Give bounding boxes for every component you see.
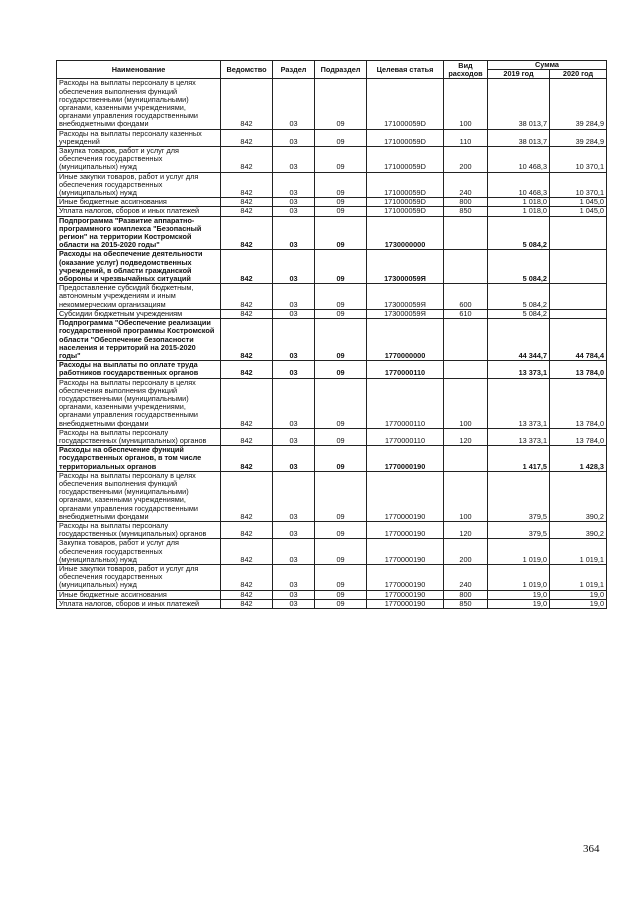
row-sum-2020: 390,2 bbox=[550, 471, 607, 521]
row-section: 03 bbox=[273, 446, 315, 472]
row-name: Предоставление субсидий бюджетным, автономным учреждениям и иным некоммерческим организациям bbox=[57, 284, 221, 310]
row-expense-type: 200 bbox=[444, 147, 488, 173]
row-name: Расходы на выплаты персоналу государственных (муниципальных) органов bbox=[57, 521, 221, 538]
row-expense-type: 600 bbox=[444, 284, 488, 310]
row-section: 03 bbox=[273, 428, 315, 445]
row-sum-2020 bbox=[550, 216, 607, 250]
row-subsection: 09 bbox=[315, 378, 367, 428]
row-sum-2020: 1 019,1 bbox=[550, 539, 607, 565]
row-department: 842 bbox=[221, 172, 273, 198]
row-sum-2019: 38 013,7 bbox=[488, 129, 550, 146]
table-row bbox=[57, 428, 607, 445]
row-name: Расходы на выплаты персоналу в целях обеспечения выполнения функций государственными (муниципальными) органами, казенными учреждениями, органами управления государственными внебюджетными фондами bbox=[57, 471, 221, 521]
row-expense-type: 850 bbox=[444, 207, 488, 216]
row-sum-2020 bbox=[550, 309, 607, 318]
row-name: Подпрограмма "Обеспечение реализации государственной программы Костромской области "Обеспечение безопасности населения и территорий на 2015-2020 годы" bbox=[57, 319, 221, 361]
row-name: Расходы на выплаты персоналу государственных (муниципальных) органов bbox=[57, 428, 221, 445]
table-row bbox=[57, 284, 607, 310]
row-sum-2019: 19,0 bbox=[488, 599, 550, 608]
row-target-article: 171000059D bbox=[367, 79, 444, 129]
row-expense-type: 100 bbox=[444, 471, 488, 521]
row-name: Расходы на обеспечение функций государственных органов, в том числе территориальных органов bbox=[57, 446, 221, 472]
header-sum: Сумма bbox=[488, 61, 607, 70]
row-subsection: 09 bbox=[315, 147, 367, 173]
header-section: Раздел bbox=[273, 61, 315, 79]
row-name: Иные закупки товаров, работ и услуг для обеспечения государственных (муниципальных) нужд bbox=[57, 564, 221, 590]
row-name: Расходы на выплаты персоналу в целях обеспечения выполнения функций государственными (муниципальными) органами, казенными учреждениями, органами управления государственными внебюджетными фондами bbox=[57, 79, 221, 129]
row-sum-2019: 1 018,0 bbox=[488, 198, 550, 207]
row-department: 842 bbox=[221, 564, 273, 590]
row-sum-2019: 5 084,2 bbox=[488, 250, 550, 284]
header-expense-type: Вид расходов bbox=[444, 61, 488, 79]
row-name: Расходы на выплаты персоналу казенных учреждений bbox=[57, 129, 221, 146]
row-department: 842 bbox=[221, 539, 273, 565]
row-target-article: 171000059D bbox=[367, 207, 444, 216]
table-row bbox=[57, 590, 607, 599]
row-sum-2020: 10 370,1 bbox=[550, 172, 607, 198]
row-section: 03 bbox=[273, 319, 315, 361]
row-sum-2020: 19,0 bbox=[550, 599, 607, 608]
row-department: 842 bbox=[221, 378, 273, 428]
page-number: 364 bbox=[583, 843, 600, 855]
row-section: 03 bbox=[273, 207, 315, 216]
row-target-article: 1770000190 bbox=[367, 446, 444, 472]
row-expense-type: 120 bbox=[444, 428, 488, 445]
row-subsection: 09 bbox=[315, 319, 367, 361]
row-subsection: 09 bbox=[315, 521, 367, 538]
row-section: 03 bbox=[273, 147, 315, 173]
row-target-article: 1730000000 bbox=[367, 216, 444, 250]
row-sum-2020: 13 784,0 bbox=[550, 428, 607, 445]
row-sum-2019: 13 373,1 bbox=[488, 378, 550, 428]
row-sum-2020: 39 284,9 bbox=[550, 79, 607, 129]
row-target-article: 1770000190 bbox=[367, 590, 444, 599]
row-expense-type: 850 bbox=[444, 599, 488, 608]
table-row bbox=[57, 79, 607, 129]
row-expense-type: 240 bbox=[444, 172, 488, 198]
row-department: 842 bbox=[221, 590, 273, 599]
row-sum-2019: 5 084,2 bbox=[488, 284, 550, 310]
row-name: Подпрограмма "Развитие аппаратно-программного комплекса "Безопасный регион" на территории Костромской области на 2015-2020 годы" bbox=[57, 216, 221, 250]
row-target-article: 1770000190 bbox=[367, 471, 444, 521]
table-row bbox=[57, 599, 607, 608]
row-section: 03 bbox=[273, 378, 315, 428]
header-year-2020: 2020 год bbox=[550, 70, 607, 79]
row-target-article: 171000059D bbox=[367, 172, 444, 198]
row-expense-type: 100 bbox=[444, 378, 488, 428]
row-subsection: 09 bbox=[315, 539, 367, 565]
row-sum-2020: 13 784,0 bbox=[550, 361, 607, 378]
row-subsection: 09 bbox=[315, 207, 367, 216]
row-target-article: 1770000190 bbox=[367, 521, 444, 538]
row-sum-2020 bbox=[550, 250, 607, 284]
row-sum-2019: 379,5 bbox=[488, 521, 550, 538]
row-section: 03 bbox=[273, 216, 315, 250]
row-sum-2020: 39 284,9 bbox=[550, 129, 607, 146]
row-sum-2019: 10 468,3 bbox=[488, 172, 550, 198]
row-name: Закупка товаров, работ и услуг для обеспечения государственных (муниципальных) нужд bbox=[57, 147, 221, 173]
row-subsection: 09 bbox=[315, 216, 367, 250]
row-subsection: 09 bbox=[315, 79, 367, 129]
row-department: 842 bbox=[221, 446, 273, 472]
row-target-article: 1770000190 bbox=[367, 539, 444, 565]
table-row bbox=[57, 319, 607, 361]
table-row bbox=[57, 129, 607, 146]
row-sum-2020: 1 428,3 bbox=[550, 446, 607, 472]
row-section: 03 bbox=[273, 521, 315, 538]
budget-table bbox=[56, 60, 607, 609]
row-sum-2019: 13 373,1 bbox=[488, 428, 550, 445]
table-row bbox=[57, 564, 607, 590]
row-sum-2020: 1 045,0 bbox=[550, 207, 607, 216]
row-name: Иные закупки товаров, работ и услуг для обеспечения государственных (муниципальных) нужд bbox=[57, 172, 221, 198]
row-name: Расходы на выплаты персоналу в целях обеспечения выполнения функций государственными (муниципальными) органами, казенными учреждениями, органами управления государственными внебюджетными фондами bbox=[57, 378, 221, 428]
row-section: 03 bbox=[273, 198, 315, 207]
row-subsection: 09 bbox=[315, 599, 367, 608]
header-target-article: Целевая статья bbox=[367, 61, 444, 79]
row-name: Расходы на выплаты по оплате труда работников государственных органов bbox=[57, 361, 221, 378]
row-expense-type: 110 bbox=[444, 129, 488, 146]
row-section: 03 bbox=[273, 599, 315, 608]
row-sum-2019: 19,0 bbox=[488, 590, 550, 599]
row-section: 03 bbox=[273, 539, 315, 565]
table-row bbox=[57, 147, 607, 173]
row-department: 842 bbox=[221, 284, 273, 310]
table-body bbox=[57, 79, 607, 609]
table-header bbox=[57, 61, 607, 79]
row-sum-2020: 13 784,0 bbox=[550, 378, 607, 428]
row-subsection: 09 bbox=[315, 284, 367, 310]
header-subsection: Подраздел bbox=[315, 61, 367, 79]
row-target-article: 173000059Я bbox=[367, 250, 444, 284]
row-sum-2020: 1 019,1 bbox=[550, 564, 607, 590]
row-department: 842 bbox=[221, 207, 273, 216]
row-target-article: 173000059Я bbox=[367, 284, 444, 310]
table-row bbox=[57, 250, 607, 284]
row-target-article: 1770000110 bbox=[367, 428, 444, 445]
row-sum-2020 bbox=[550, 284, 607, 310]
row-subsection: 09 bbox=[315, 428, 367, 445]
row-department: 842 bbox=[221, 471, 273, 521]
row-sum-2020: 10 370,1 bbox=[550, 147, 607, 173]
row-expense-type: 240 bbox=[444, 564, 488, 590]
table-row bbox=[57, 378, 607, 428]
row-target-article: 171000059D bbox=[367, 129, 444, 146]
row-subsection: 09 bbox=[315, 172, 367, 198]
row-department: 842 bbox=[221, 216, 273, 250]
row-subsection: 09 bbox=[315, 198, 367, 207]
row-department: 842 bbox=[221, 147, 273, 173]
row-sum-2019: 44 344,7 bbox=[488, 319, 550, 361]
header-year-2019: 2019 год bbox=[488, 70, 550, 79]
row-sum-2019: 5 084,2 bbox=[488, 309, 550, 318]
row-name: Закупка товаров, работ и услуг для обеспечения государственных (муниципальных) нужд bbox=[57, 539, 221, 565]
row-sum-2019: 10 468,3 bbox=[488, 147, 550, 173]
table-row bbox=[57, 216, 607, 250]
row-department: 842 bbox=[221, 250, 273, 284]
row-section: 03 bbox=[273, 564, 315, 590]
row-target-article: 1770000110 bbox=[367, 361, 444, 378]
row-sum-2019: 1 417,5 bbox=[488, 446, 550, 472]
row-subsection: 09 bbox=[315, 309, 367, 318]
row-name: Иные бюджетные ассигнования bbox=[57, 590, 221, 599]
row-department: 842 bbox=[221, 521, 273, 538]
header-name: Наименование bbox=[57, 61, 221, 79]
row-sum-2020: 390,2 bbox=[550, 521, 607, 538]
row-name: Субсидии бюджетным учреждениям bbox=[57, 309, 221, 318]
row-expense-type bbox=[444, 216, 488, 250]
row-department: 842 bbox=[221, 319, 273, 361]
row-sum-2019: 13 373,1 bbox=[488, 361, 550, 378]
row-department: 842 bbox=[221, 198, 273, 207]
row-sum-2019: 379,5 bbox=[488, 471, 550, 521]
row-sum-2019: 5 084,2 bbox=[488, 216, 550, 250]
row-section: 03 bbox=[273, 284, 315, 310]
row-department: 842 bbox=[221, 361, 273, 378]
row-expense-type: 100 bbox=[444, 79, 488, 129]
row-expense-type: 120 bbox=[444, 521, 488, 538]
row-sum-2019: 1 018,0 bbox=[488, 207, 550, 216]
row-department: 842 bbox=[221, 309, 273, 318]
row-department: 842 bbox=[221, 79, 273, 129]
row-expense-type bbox=[444, 319, 488, 361]
row-department: 842 bbox=[221, 428, 273, 445]
row-section: 03 bbox=[273, 172, 315, 198]
row-subsection: 09 bbox=[315, 564, 367, 590]
row-target-article: 171000059D bbox=[367, 198, 444, 207]
row-name: Расходы на обеспечение деятельности (оказание услуг) подведомственных учреждений, в области гражданской обороны и чрезвычайных ситуаций bbox=[57, 250, 221, 284]
row-section: 03 bbox=[273, 471, 315, 521]
row-section: 03 bbox=[273, 590, 315, 599]
row-sum-2019: 38 013,7 bbox=[488, 79, 550, 129]
table-row bbox=[57, 172, 607, 198]
row-subsection: 09 bbox=[315, 129, 367, 146]
row-target-article: 1770000190 bbox=[367, 599, 444, 608]
row-target-article: 171000059D bbox=[367, 147, 444, 173]
header-department: Ведомство bbox=[221, 61, 273, 79]
table-row bbox=[57, 361, 607, 378]
row-name: Иные бюджетные ассигнования bbox=[57, 198, 221, 207]
table-row bbox=[57, 539, 607, 565]
row-department: 842 bbox=[221, 599, 273, 608]
table-row bbox=[57, 446, 607, 472]
row-subsection: 09 bbox=[315, 250, 367, 284]
table-row bbox=[57, 521, 607, 538]
row-expense-type: 200 bbox=[444, 539, 488, 565]
row-name: Уплата налогов, сборов и иных платежей bbox=[57, 207, 221, 216]
row-section: 03 bbox=[273, 309, 315, 318]
row-department: 842 bbox=[221, 129, 273, 146]
row-section: 03 bbox=[273, 250, 315, 284]
row-target-article: 1770000190 bbox=[367, 564, 444, 590]
row-target-article: 1770000110 bbox=[367, 378, 444, 428]
row-expense-type: 800 bbox=[444, 198, 488, 207]
row-subsection: 09 bbox=[315, 590, 367, 599]
row-sum-2020: 1 045,0 bbox=[550, 198, 607, 207]
row-target-article: 173000059Я bbox=[367, 309, 444, 318]
row-subsection: 09 bbox=[315, 361, 367, 378]
row-expense-type: 800 bbox=[444, 590, 488, 599]
row-section: 03 bbox=[273, 79, 315, 129]
table-row bbox=[57, 471, 607, 521]
row-subsection: 09 bbox=[315, 471, 367, 521]
row-expense-type: 610 bbox=[444, 309, 488, 318]
row-sum-2019: 1 019,0 bbox=[488, 539, 550, 565]
row-section: 03 bbox=[273, 361, 315, 378]
row-sum-2020: 44 784,4 bbox=[550, 319, 607, 361]
row-expense-type bbox=[444, 361, 488, 378]
row-sum-2020: 19,0 bbox=[550, 590, 607, 599]
row-section: 03 bbox=[273, 129, 315, 146]
row-target-article: 1770000000 bbox=[367, 319, 444, 361]
row-expense-type bbox=[444, 250, 488, 284]
row-name: Уплата налогов, сборов и иных платежей bbox=[57, 599, 221, 608]
row-sum-2019: 1 019,0 bbox=[488, 564, 550, 590]
row-subsection: 09 bbox=[315, 446, 367, 472]
row-expense-type bbox=[444, 446, 488, 472]
table-row bbox=[57, 207, 607, 216]
